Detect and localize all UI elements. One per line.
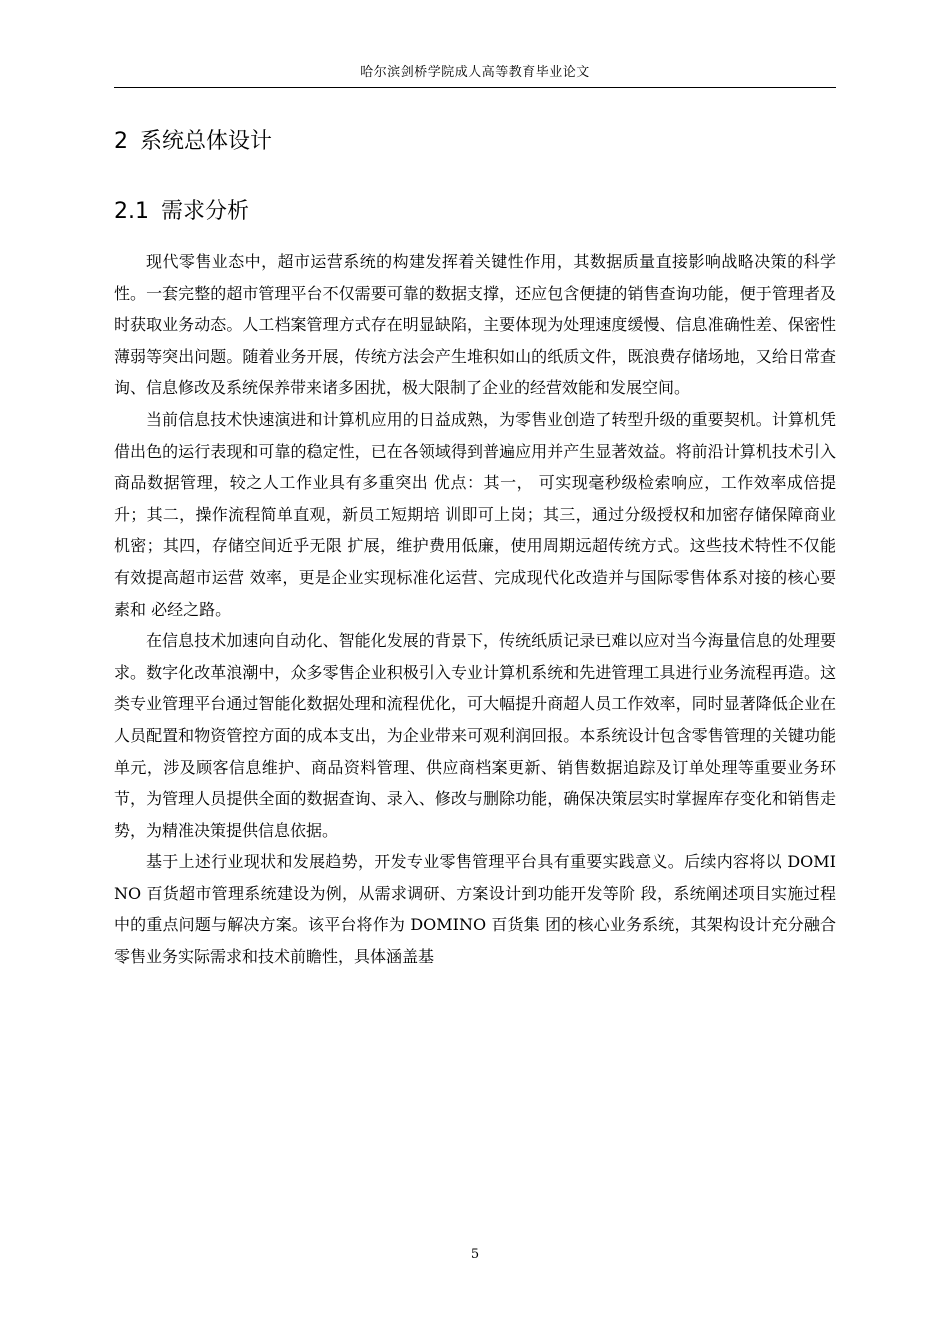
body-text — [114, 246, 836, 973]
running-header: 哈尔滨剑桥学院成人高等教育毕业论文 — [360, 65, 590, 80]
section-heading — [114, 198, 249, 226]
paragraph-3: 在信息技术加速向自动化、智能化发展的背景下，传统纸质记录已难以应对当今海量信息的处理要求。数字化改革浪潮中，众多零售企业积极引入专业计算机系统和先进管理工具进行业务流程再造。这类专业管理平台通过智能化数据处理和流程优化，可大幅提升商超人员工作效率，同时显著降低企业在人员配置和物资管控方面的成本支出，为企业带来可观利润回报。本系统设计包含零售管理的关键功能单元，涉及顾客信息维护、商品资料管理、供应商档案更新、销售数据追踪及订单处理等重要业务环节，为管理人员提供全面的数据查询、录入、修改与删除功能，确保决策层实时掌握库存变化和销售走势，为精准决策提供信息依据。 — [114, 631, 836, 840]
paragraph-1: 现代零售业态中，超市运营系统的构建发挥着关键性作用，其数据质量直接影响战略决策的科学性。一套完整的超市管理平台不仅需要可靠的数据支撑，还应包含便捷的销售查询功能，便于管理者及时获取业务动态。人工档案管理方式存在明显缺陷，主要体现为处理速度缓慢、信息准确性差、保密性薄弱等突出问题。随着业务开展，传统方法会产生堆积如山的纸质文件，既浪费存储场地，又给日常查询、信息修改及系统保养带来诸多困扰，极大限制了企业的经营效能和发展空间。 — [114, 252, 836, 398]
paragraph-2: 当前信息技术快速演进和计算机应用的日益成熟，为零售业创造了转型升级的重要契机。计算机凭借出色的运行表现和可靠的稳定性，已在各领域得到普遍应用并产生显著效益。将前沿计算机技术引入商品数据管理，较之人工作业具有多重突出 优点：其一， 可实现毫秒级检索响应，工作效率成倍提升；其二，操作流程简单直观，新员工短期培 训即可上岗；其三，通过分级授权和加密存储保障商业机密；其四，存储空间近乎无限 扩展，维护费用低廉，使用周期远超传统方式。这些技术特性不仅能有效提高超市运营 效率，更是企业实现标准化运营、完成现代化改造并与国际零售体系对接的核心要素和 必经之路。 — [114, 409, 836, 619]
header-rule — [114, 87, 836, 88]
paragraph-4: 基于上述行业现状和发展趋势，开发专业零售管理平台具有重要实践意义。后续内容将以 DOMINO 百货超市管理系统建设为例，从需求调研、方案设计到功能开发等阶 段，系统阐述项目实施过程中的重点问题与解决方案。该平台将作为 DOMINO 百货集 团的核心业务系统，其架构设计充分融合零售业务实际需求和技术前瞻性，具体涵盖基 — [114, 852, 836, 967]
section-number: 2.1 — [114, 199, 149, 224]
chapter-heading — [114, 128, 272, 156]
section-title: 需求分析 — [161, 199, 250, 224]
chapter-title: 系统总体设计 — [140, 129, 273, 154]
chapter-number: 2 — [114, 129, 128, 154]
page-number: 5 — [470, 1247, 480, 1262]
